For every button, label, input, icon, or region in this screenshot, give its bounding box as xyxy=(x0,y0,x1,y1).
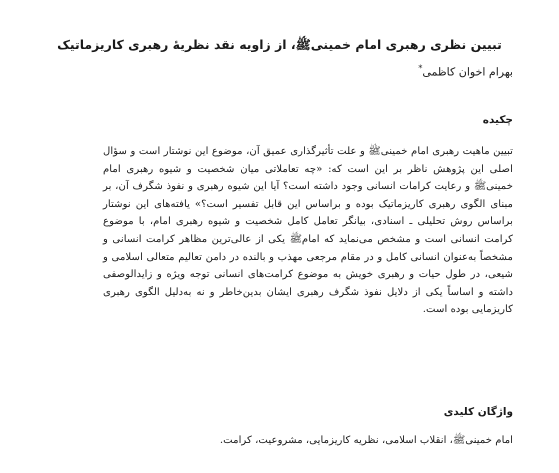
author-line xyxy=(418,61,513,81)
author-footnote-mark: * xyxy=(418,64,423,73)
keywords-text: امام خمینی‌ﷺ، انقلاب اسلامی، نظریه کاریزمایی، مشروعیت، کرامت. xyxy=(219,435,513,446)
keywords-heading: واژگان کلیدی xyxy=(443,406,513,418)
author-name: بهرام اخوان کاظمی xyxy=(422,65,513,79)
article-title: تبیین نظری رهبری امام خمینی‌ﷺ، از زاویه نقد نظریهٔ رهبری کاریزماتیک xyxy=(57,37,502,52)
abstract-text: تبیین ماهیت رهبری امام خمینی‌ﷺ و علت تأثیرگذاری عمیق آن، موضوع این نوشتار است و سؤال اصلی این پژوهش ناظر بر این است که: «چه تعاملاتی میان شخصیت و شیوه رهبری امام خمینی‌ﷺ و رعایت کرامات انسانی وجود داشته است؟ آیا این شیوه رهبری و نفوذ شگرف آن، بر مبنای الگوی رهبری کاریزماتیک بوده و براساس این قابل تفسیر است؟» یافته‌های این نوشتار براساس روش تحلیلی ـ اسنادی، بیانگر تعامل کامل شخصیت و شیوه رهبری امام، با موضوع کرامت انسانی است و مشخص می‌نماید که امامﷺ یکی از عالی‌ترین مظاهر کرامت انسانی و مشخصاً به‌عنوان انسانی کامل و در مقام مرجعی مهذب و بالنده در دامن تعالیم متعالی اسلامی و شیعی، در طول حیات و رهبری خویش به موضوع کرامت‌های انسانی توجه ویژه و زایدالوصفی داشته و اساساً یکی از دلایل نفوذ شگرف رهبری ایشان بدین‌خاطر و نه به‌دلیل الگوی رهبری کاریزمایی بوده است. xyxy=(103,146,513,316)
abstract-heading: چکیده xyxy=(482,114,513,126)
